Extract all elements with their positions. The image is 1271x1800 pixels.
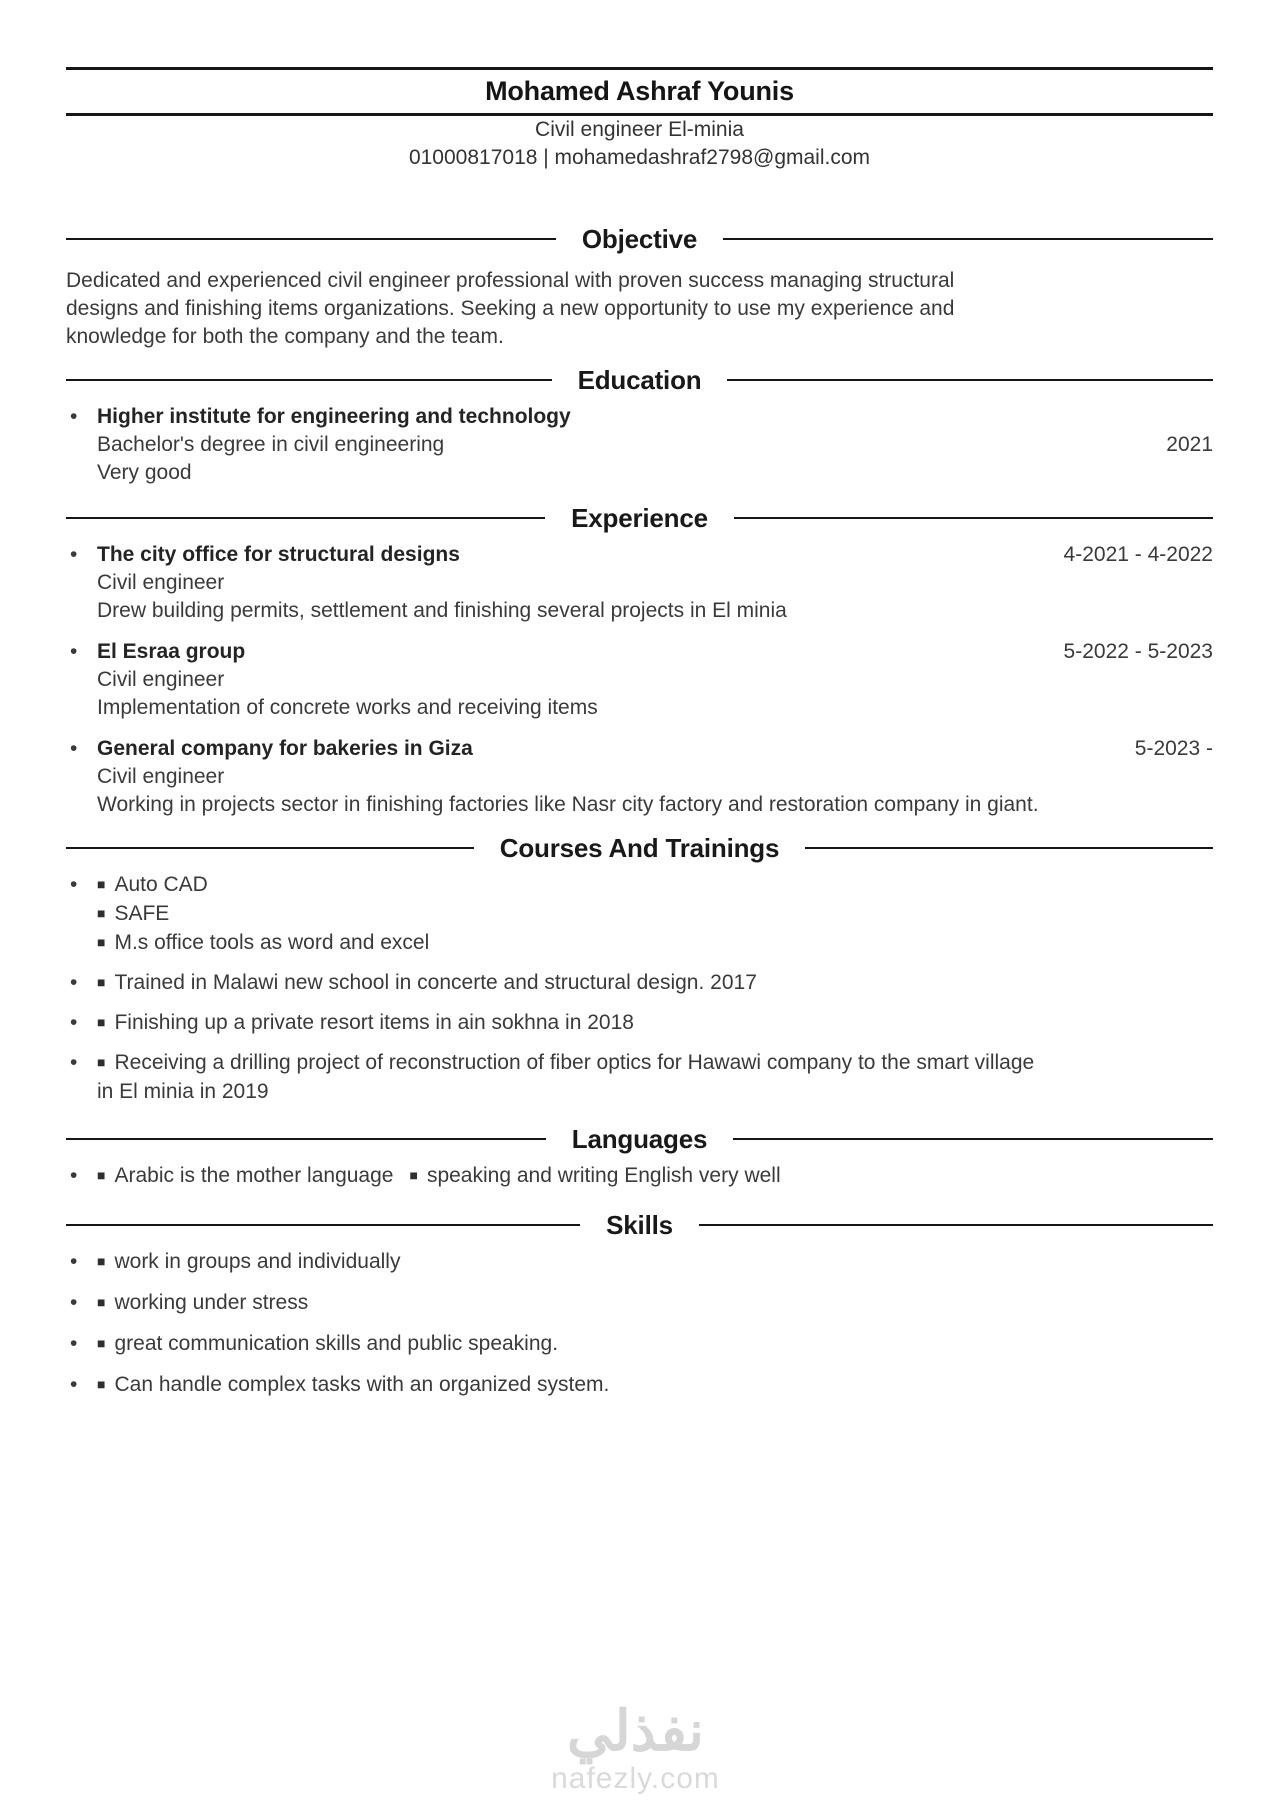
skill-text: working under stress [114, 1291, 309, 1314]
education-item [66, 403, 1213, 487]
language-text: speaking and writing English very well [426, 1164, 781, 1187]
skill-entry [97, 1330, 1055, 1359]
divider-line [66, 1224, 580, 1226]
course-text: Auto CAD [114, 873, 208, 896]
divider-line [727, 379, 1213, 381]
education-date: 2021 [1166, 433, 1213, 456]
role: Civil engineer [97, 765, 225, 788]
skills-list [66, 1248, 1213, 1400]
experience-description: Implementation of concrete works and receiving items [97, 696, 598, 719]
skill-item [66, 1248, 1213, 1277]
section-title-languages: Languages [571, 1124, 708, 1154]
skill-text: Can handle complex tasks with an organized system. [114, 1373, 610, 1396]
section-header-education [66, 365, 1213, 395]
nafezly-logo: نفذلي [566, 1699, 705, 1762]
skill-item [66, 1371, 1213, 1400]
square-marker: ■ [97, 934, 106, 950]
bullet-marker: • [70, 1164, 78, 1187]
course-entry [97, 1049, 1055, 1106]
bullet-marker: • [70, 543, 78, 566]
objective-text: Dedicated and experienced civil engineer professional with proven success managing structural designs and finishing items organizations. Seeking a new opportunity to use my experience and knowledge for both the company and the team. [66, 269, 955, 348]
company-row [97, 541, 1213, 569]
square-marker: ■ [97, 1294, 106, 1310]
divider-line [733, 1138, 1213, 1140]
course-item [66, 1009, 1213, 1038]
experience-item-content [97, 735, 1213, 819]
course-item-content [97, 1009, 1213, 1038]
courses-list [66, 871, 1213, 1106]
experience-description: Drew building permits, settlement and finishing several projects in El minia [97, 599, 787, 622]
experience-item [66, 735, 1213, 819]
square-marker: ■ [97, 1253, 106, 1269]
section-header-skills [66, 1210, 1213, 1240]
divider-line [734, 517, 1213, 519]
page-title: Mohamed Ashraf Younis [485, 76, 794, 106]
experience-date: 5-2022 - 5-2023 [1063, 640, 1213, 663]
square-marker: ■ [97, 905, 106, 921]
skill-entry [97, 1248, 1055, 1277]
grade: Very good [97, 461, 192, 484]
skill-entry [97, 1289, 1055, 1318]
bullet-marker: • [70, 1332, 78, 1355]
language-item [66, 1162, 1213, 1191]
divider-line [66, 517, 545, 519]
job-title: Civil engineer El-minia [535, 118, 744, 141]
section-header-languages [66, 1124, 1213, 1154]
course-item [66, 871, 1213, 958]
education-list [66, 403, 1213, 487]
divider-line [66, 379, 552, 381]
language-item-content [97, 1162, 1213, 1191]
bullet-marker: • [70, 1250, 78, 1273]
language-entry [97, 1164, 393, 1187]
square-marker: ■ [97, 1167, 106, 1183]
course-text: Finishing up a private resort items in ain sokhna in 2018 [114, 1011, 634, 1034]
section-title-objective: Objective [581, 224, 698, 254]
contact-line: 01000817018 | mohamedashraf2798@gmail.com [408, 146, 871, 169]
bullet-marker: • [70, 1291, 78, 1314]
course-text: Receiving a drilling project of reconstruction of fiber optics for Hawawi company to the smart village in El minia in 2019 [97, 1051, 1035, 1103]
section-title-education: Education [577, 365, 702, 395]
watermark [0, 1700, 1271, 1796]
experience-item-content [97, 638, 1213, 722]
divider-line [723, 238, 1213, 240]
square-marker: ■ [97, 876, 106, 892]
bullet-marker: • [70, 640, 78, 663]
square-marker: ■ [97, 1335, 106, 1351]
company-row [97, 638, 1213, 666]
square-marker: ■ [409, 1167, 418, 1183]
language-text: Arabic is the mother language [114, 1164, 394, 1187]
experience-item-content [97, 541, 1213, 625]
bullet-marker: • [70, 1051, 78, 1074]
company-name: General company for bakeries in Giza [97, 737, 473, 760]
course-text: Trained in Malawi new school in concerte and structural design. 2017 [114, 971, 757, 994]
company-name: El Esraa group [97, 640, 246, 663]
company-name: The city office for structural designs [97, 543, 460, 566]
divider-line [699, 1224, 1213, 1226]
role: Civil engineer [97, 571, 225, 594]
course-entry [97, 871, 1055, 900]
skill-item-content [97, 1248, 1213, 1277]
course-item [66, 969, 1213, 998]
section-header-courses [66, 833, 1213, 863]
course-entry [97, 1009, 1055, 1038]
square-marker: ■ [97, 974, 106, 990]
square-marker: ■ [97, 1376, 106, 1392]
skill-item [66, 1330, 1213, 1359]
skill-text: work in groups and individually [114, 1250, 401, 1273]
skill-item-content [97, 1330, 1213, 1359]
bullet-marker: • [70, 405, 78, 428]
course-entry [97, 969, 1055, 998]
experience-list [66, 541, 1213, 819]
skill-entry [97, 1371, 1055, 1400]
watermark-domain: nafezly.com [551, 1762, 720, 1795]
language-entry [409, 1164, 780, 1187]
course-entry [97, 929, 1055, 958]
divider-line [66, 847, 474, 849]
degree-row [97, 431, 1213, 459]
skill-text: great communication skills and public speaking. [114, 1332, 559, 1355]
skill-item-content [97, 1289, 1213, 1318]
bullet-marker: • [70, 1011, 78, 1034]
section-header-objective [66, 224, 1213, 254]
degree: Bachelor's degree in civil engineering [97, 433, 445, 456]
skill-item-content [97, 1371, 1213, 1400]
divider-line [66, 1138, 546, 1140]
divider-line [805, 847, 1213, 849]
skill-item [66, 1289, 1213, 1318]
section-title-experience: Experience [571, 503, 708, 533]
square-marker: ■ [97, 1014, 106, 1030]
course-item-content [97, 969, 1213, 998]
experience-date: 4-2021 - 4-2022 [1063, 543, 1213, 566]
course-text: SAFE [114, 902, 170, 925]
section-title-courses: Courses And Trainings [499, 833, 780, 863]
course-entry [97, 900, 1055, 929]
section-header-experience [66, 503, 1213, 533]
experience-item [66, 638, 1213, 722]
bullet-marker: • [70, 1373, 78, 1396]
experience-description: Working in projects sector in finishing factories like Nasr city factory and restoration company in giant. [97, 793, 1039, 816]
experience-item [66, 541, 1213, 625]
school-row [97, 403, 1213, 431]
course-item [66, 1049, 1213, 1106]
bullet-marker: • [70, 873, 78, 896]
languages-list [66, 1162, 1213, 1191]
company-row [97, 735, 1213, 763]
role: Civil engineer [97, 668, 225, 691]
education-item-content [97, 403, 1213, 487]
bullet-marker: • [70, 971, 78, 994]
course-text: M.s office tools as word and excel [114, 931, 430, 954]
section-title-skills: Skills [606, 1210, 673, 1240]
square-marker: ■ [97, 1054, 106, 1070]
course-item-content [97, 871, 1213, 958]
experience-date: 5-2023 - [1134, 737, 1213, 760]
bullet-marker: • [70, 737, 78, 760]
school-name: Higher institute for engineering and technology [97, 405, 571, 428]
course-item-content [97, 1049, 1213, 1106]
divider-line [66, 238, 556, 240]
